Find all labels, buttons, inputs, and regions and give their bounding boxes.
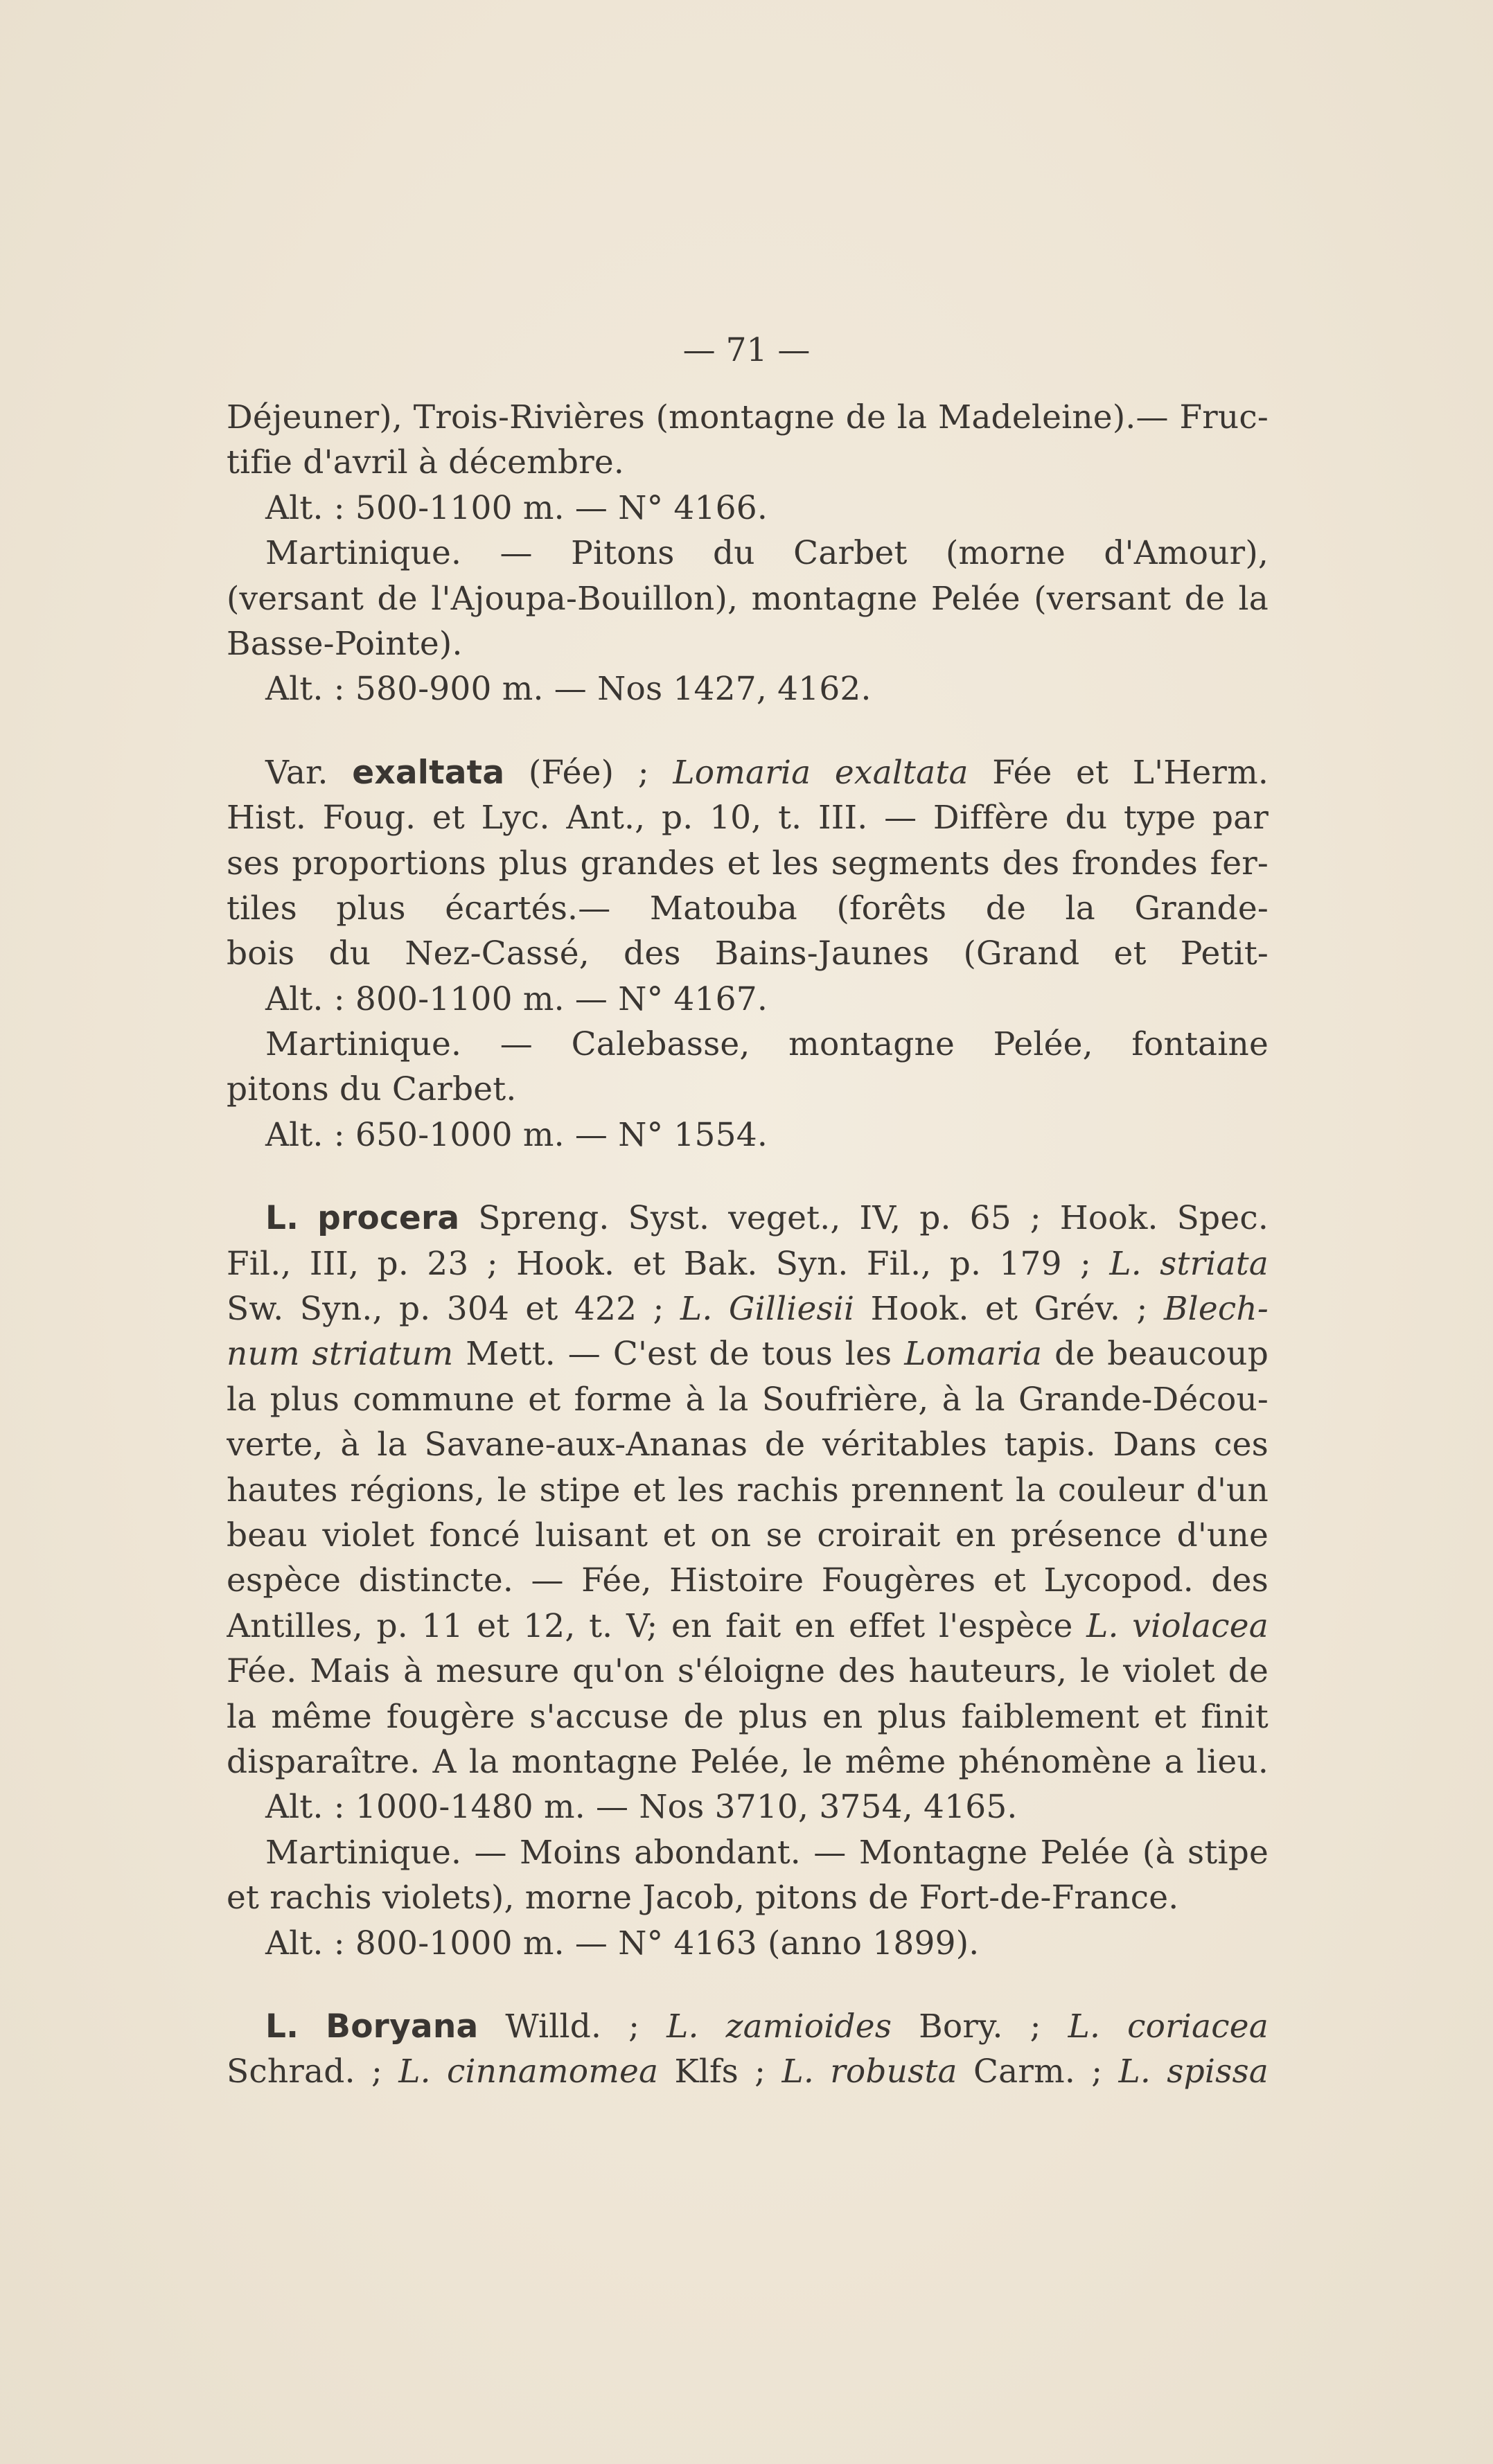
- entry-heading-procera: L. procera Spreng. Syst. veget., IV, p. 65 ; Hook. Spec.: [265, 1199, 1269, 1238]
- text-line: Déjeuner), Trois-Rivières (montagne de la Madeleine).— Fruc-: [227, 398, 1269, 436]
- text-line: Alt. : 1000-1480 m. — Nos 3710, 3754, 4165.: [265, 1788, 1018, 1827]
- text-line: la même fougère s'accuse de plus en plus faiblement et finit: [227, 1697, 1269, 1736]
- text-line: tiles plus écartés.— Matouba (forêts de la Grande-: [227, 889, 1269, 928]
- text-line: (versant de l'Ajoupa-Bouillon), montagne Pelée (versant de la: [227, 579, 1269, 618]
- taxon-name: exaltata: [352, 753, 505, 792]
- text-line: et rachis violets), morne Jacob, pitons de Fort-de-France.: [227, 1879, 1179, 1917]
- text-line: tifie d'avril à décembre.: [227, 443, 625, 482]
- taxon-name: procera: [317, 1199, 460, 1238]
- text-line: verte, à la Savane-aux-Ananas de véritables tapis. Dans ces: [227, 1426, 1269, 1464]
- text-line: Hist. Foug. et Lyc. Ant., p. 10, t. III. — Diffère du type par: [227, 799, 1269, 837]
- text-line: Basse-Pointe).: [227, 624, 463, 663]
- entry-heading-boryana: L. Boryana Willd. ; L. zamioides Bory. ; L. coriacea: [265, 2007, 1269, 2046]
- text-line: Alt. : 650-1000 m. — N° 1554.: [265, 1115, 768, 1154]
- text-line: espèce distincte. — Fée, Histoire Fougères et Lycopod. des: [227, 1561, 1269, 1600]
- text-line: hautes régions, le stipe et les rachis prennent la couleur d'un: [227, 1471, 1269, 1509]
- text-line: beau violet foncé luisant et on se croirait en présence d'une: [227, 1516, 1269, 1554]
- text-line: pitons du Carbet.: [227, 1070, 517, 1109]
- text-line: Fée. Mais à mesure qu'on s'éloigne des hauteurs, le violet de: [227, 1652, 1269, 1691]
- text-line: num striatum Mett. — C'est de tous les Lomaria de beaucoup: [227, 1335, 1269, 1374]
- text-line: disparaître. A la montagne Pelée, le même phénomène a lieu.: [227, 1742, 1269, 1781]
- text-line: Alt. : 500-1100 m. — N° 4166.: [265, 488, 768, 527]
- text-line: Schrad. ; L. cinnamomea Klfs ; L. robusta Carm. ; L. spissa: [227, 2053, 1269, 2091]
- text-line: Alt. : 800-1100 m. — N° 4167.: [265, 980, 768, 1018]
- text-line: Fil., III, p. 23 ; Hook. et Bak. Syn. Fil., p. 179 ; L. striata: [227, 1244, 1269, 1283]
- body-text: [227, 395, 1269, 2095]
- text-line: Sw. Syn., p. 304 et 422 ; L. Gilliesii Hook. et Grév. ; Blech-: [227, 1290, 1269, 1329]
- text-line: Martinique. — Moins abondant. — Montagne Pelée (à stipe: [265, 1833, 1269, 1872]
- taxon-name: Boryana: [326, 2007, 479, 2046]
- text-line: la plus commune et forme à la Soufrière, à la Grande-Décou-: [227, 1380, 1269, 1419]
- text-line: Alt. : 800-1000 m. — N° 4163 (anno 1899).: [265, 1924, 980, 1962]
- page-number: — 71 —: [682, 331, 811, 369]
- text-line: Martinique. — Pitons du Carbet (morne d'Amour),: [265, 534, 1269, 573]
- text-line: Alt. : 580-900 m. — Nos 1427, 4162.: [265, 670, 872, 709]
- text-line: Martinique. — Calebasse, montagne Pelée, fontaine: [265, 1025, 1269, 1064]
- text-line: bois du Nez-Cassé, des Bains-Jaunes (Grand et Petit-: [227, 934, 1269, 973]
- text-line: Antilles, p. 11 et 12, t. V; en fait en effet l'espèce L. violacea: [227, 1606, 1269, 1645]
- entry-heading-exaltata: Var. exaltata (Fée) ; Lomaria exaltata Fée et L'Herm.: [265, 753, 1269, 792]
- text-line: ses proportions plus grandes et les segments des frondes fer-: [227, 844, 1269, 883]
